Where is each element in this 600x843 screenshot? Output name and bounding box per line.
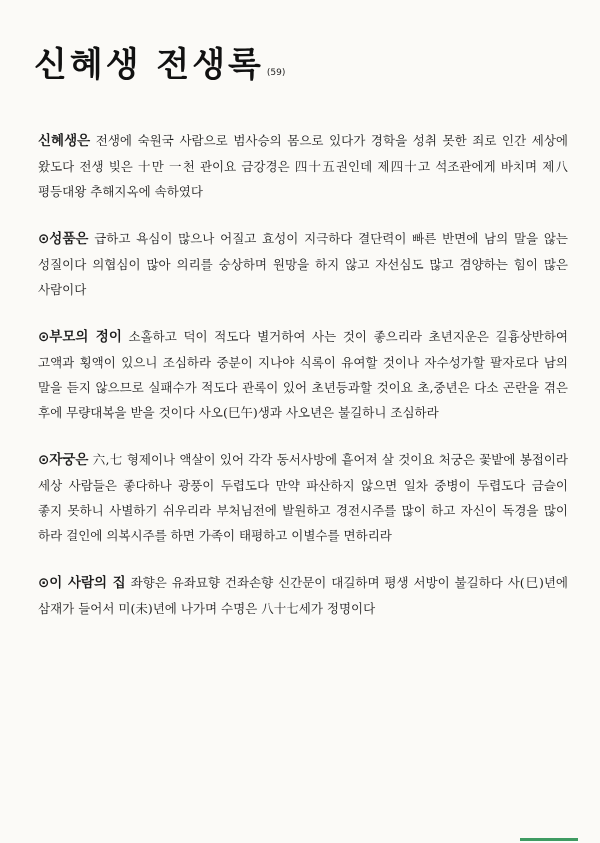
paragraph-text: 급하고 욕심이 많으나 어질고 효성이 지극하다 결단력이 빠른 반면에 남의 말을 않는 성질이다 의협심이 많아 의리를 숭상하며 원망을 하지 않고 자선심도 많고 겸양하는 힘이 많은 사람이다: [38, 231, 568, 297]
paragraph-past-life: [38, 128, 568, 204]
corner-color-mark: [520, 838, 578, 841]
paragraph-house: [38, 570, 568, 621]
paragraph-children: [38, 447, 568, 548]
paragraph-heading: ⊙자궁은: [38, 452, 89, 468]
paragraph-heading: ⊙이 사람의 집: [38, 575, 126, 591]
page-number: (59): [266, 68, 286, 78]
paragraph-text: 전생에 숙원국 사람으로 범사승의 몸으로 있다가 경학을 성취 못한 죄로 인간 세상에 왔도다 전생 빚은 十만 一천 관이요 금강경은 四十五권인데 제四十고 석조관에게 바치며 제八 평등대왕 추해지옥에 속하였다: [38, 133, 568, 199]
title-row: [34, 45, 286, 85]
paragraph-heading: ⊙성품은: [38, 231, 89, 247]
paragraph-heading: 신혜생은: [38, 133, 91, 149]
page-title: 신혜생 전생록: [34, 45, 264, 85]
paragraph-personality: [38, 226, 568, 302]
paragraph-text: 소홀하고 덕이 적도다 별거하여 사는 것이 좋으리라 초년지운은 길흉상반하여 고액과 횡액이 있으니 조심하라 중분이 지나야 식록이 유여할 것이나 자수성가할 팔자로다 남의 말을 듣지 않으므로 실패수가 적도다 관록이 있어 초년등과할 것이요 초,중년은 다소 곤란을 겪은 후에 무량대복을 받을 것이다 사오(巳午)생과 사오년은 불길하니 조심하라: [38, 329, 569, 420]
paragraph-text: 좌향은 유좌묘향 건좌손향 신간문이 대길하며 평생 서방이 불길하다 사(巳)년에 삼재가 들어서 미(未)년에 나가며 수명은 八十七세가 정명이다: [38, 575, 569, 616]
paragraph-text: 六,七 형제이나 액살이 있어 각각 동서사방에 흩어져 살 것이요 처궁은 꽃밭에 봉접이라 세상 사람들은 좋다하나 광풍이 두렵도다 만약 파산하지 않으면 일차 중병이 두렵도다 금슬이 좋지 못하니 사별하기 쉬우리라 부처님전에 발원하고 경전시주를 많이 하고 자신이 독경을 많이 하라 걸인에 의복시주를 하면 가족이 태평하고 이별수를 면하리라: [38, 452, 568, 543]
body-text: [38, 128, 568, 643]
paragraph-parents: [38, 324, 568, 425]
paragraph-heading: ⊙부모의 정이: [38, 329, 122, 345]
